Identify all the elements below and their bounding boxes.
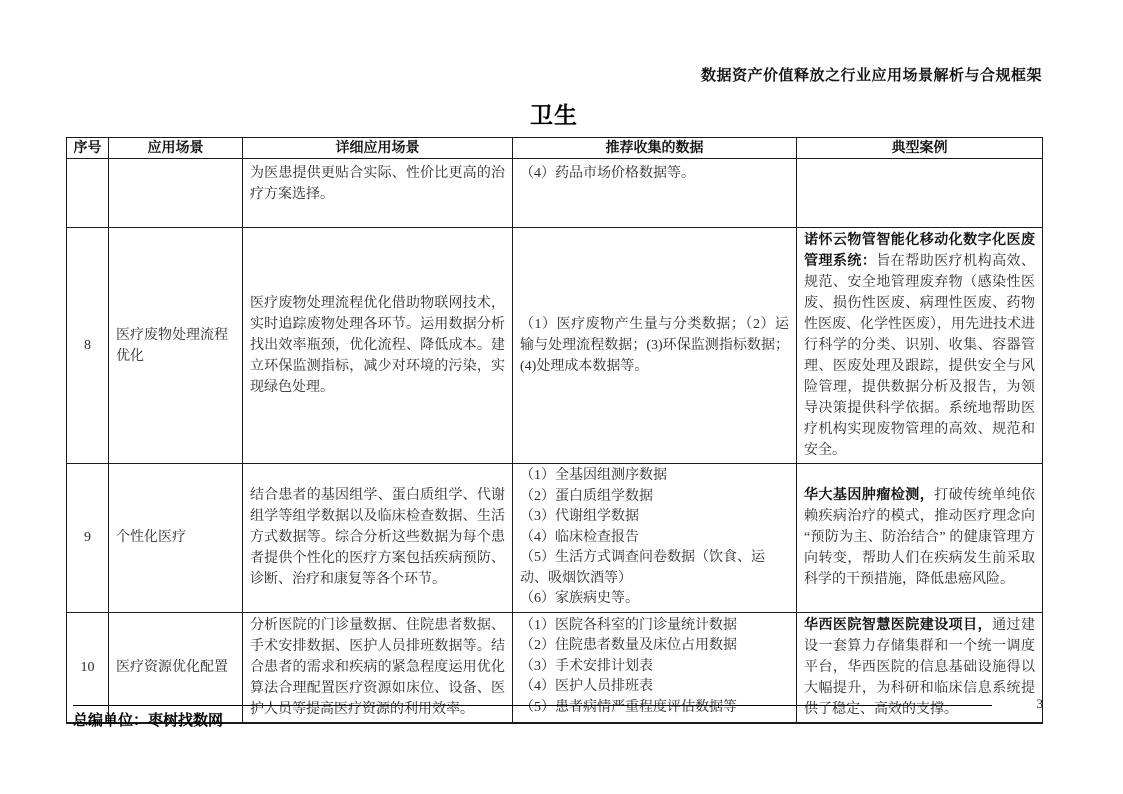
data-list-item: （3）手术安排计划表 [520, 658, 653, 674]
cell-detail: 为医患提供更贴合实际、性价比更高的治疗方案选择。 [243, 159, 513, 228]
cell-scenario: 医疗废物处理流程优化 [109, 228, 243, 464]
case-body: 打破传统单纯依赖疾病治疗的模式，推动医疗理念向 “预防为主、防治结合” 的健康管理方向转变，帮助人们在疾病发生前采取科学的干预措施，降低患癌风险。 [804, 488, 1036, 588]
data-list-item: （4）临床检查报告 [520, 529, 639, 545]
cell-seq [67, 159, 109, 228]
case-body: 旨在帮助医疗机构高效、规范、安全地管理废弃物（感染性医废、损伤性医废、病理性医废、药物性医废、化学性医废），用先进技术进行科学的分类、识别、收集、容器管理、医废处理及跟踪，提供安全与风险管理，提供数据分析及报告，为领导决策提供科学依据。系统地帮助医疗机构实现废物管理的高效、规范和安全。 [804, 254, 1036, 458]
header-data: 推荐收集的数据 [513, 138, 797, 159]
data-list-item: （6）家族病史等。 [520, 591, 639, 606]
cell-seq: 8 [67, 228, 109, 464]
cell-scenario: 医疗资源优化配置 [109, 612, 243, 723]
document-header-title: 数据资产价值释放之行业应用场景解析与合规框架 [700, 68, 1042, 84]
case-title: 华西医院智慧医院建设项目， [804, 617, 993, 633]
data-list [520, 466, 789, 610]
cell-detail: 结合患者的基因组学、蛋白质组学、代谢组学等组学数据以及临床检查数据、生活方式数据等。综合分析这些数据为每个患者提供个性化的医疗方案包括疾病预防、诊断、治疗和康复等各个环节。 [243, 464, 513, 613]
data-list-item: （3）代谢组学数据 [520, 509, 639, 524]
footer-publisher: 总编单位：枣树找数网 [73, 713, 224, 729]
cell-seq: 10 [67, 612, 109, 723]
case-body: 通过建设一套算力存储集群和一个统一调度平台，华西医院的信息基础设施得以大幅提升，为科研和临床信息系统提供了稳定、高效的支撑。 [804, 617, 1036, 717]
data-list-item: （2）蛋白质组学数据 [520, 488, 653, 504]
header-case: 典型案例 [797, 138, 1043, 159]
table-row-8 [67, 228, 1043, 464]
table-row-9 [67, 464, 1043, 613]
data-list-item: （1）全基因组测序数据 [520, 468, 667, 483]
header-scenario: 应用场景 [109, 138, 243, 159]
header-detail: 详细应用场景 [243, 138, 513, 159]
cell-data: （4）药品市场价格数据等。 [513, 159, 797, 228]
data-list [520, 616, 789, 719]
data-list-item: （1）医院各科室的门诊量统计数据 [520, 617, 737, 633]
data-list-item: （5）生活方式调查问卷数据（饮食、运动、吸烟饮酒等） [520, 550, 765, 586]
data-list-item: （2）住院患者数量及床位占用数据 [520, 638, 737, 654]
case-title: 华大基因肿瘤检测， [804, 488, 935, 504]
cell-data: （1）医疗废物产生量与分类数据；（2）运输与处理流程数据；(3)环保监测指标数据；(4)处理成本数据等。 [513, 228, 797, 464]
table-row-partial [67, 159, 1043, 228]
data-list-item: （4）医护人员排班表 [520, 679, 653, 695]
page-number: 3 [1036, 696, 1043, 711]
cell-detail: 分析医院的门诊量数据、住院患者数据、手术安排数据、医护人员排班数据等。结合患者的需求和疾病的紧急程度运用优化算法合理配置医疗资源如床位、设备、医护人员等提高医疗资源的利用效率。 [243, 612, 513, 723]
footer-divider [73, 705, 992, 706]
cell-seq: 9 [67, 464, 109, 613]
data-list-item: （5）患者病情严重程度评估数据等 [520, 699, 737, 715]
case-title: 诺怀云物管智能化移动化数字化医废管理系统： [804, 233, 1035, 269]
header-seq: 序号 [67, 138, 109, 159]
cell-case [797, 159, 1043, 228]
cell-scenario [109, 159, 243, 228]
table-header-row [67, 138, 1043, 159]
page-title: 卫生 [530, 103, 578, 128]
cell-case [797, 464, 1043, 613]
cell-case [797, 228, 1043, 464]
cell-data [513, 464, 797, 613]
cell-scenario: 个性化医疗 [109, 464, 243, 613]
cell-detail: 医疗废物处理流程优化借助物联网技术，实时追踪废物处理各环节。运用数据分析找出效率瓶颈，优化流程、降低成本。建立环保监测指标，减少对环境的污染，实现绿色处理。 [243, 228, 513, 464]
scenario-table [66, 137, 1043, 724]
